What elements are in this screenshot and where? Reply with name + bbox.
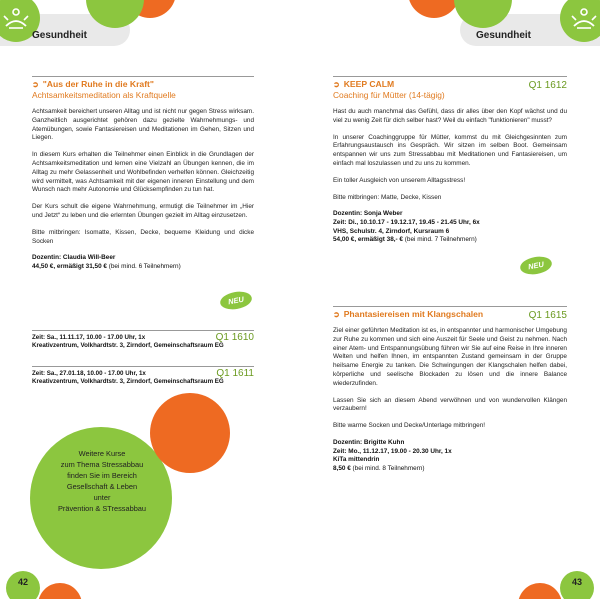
course-header	[32, 76, 254, 100]
date-time: Zeit: Mo., 11.12.17, 19.00 - 20.30 Uhr, 1x	[333, 447, 452, 455]
decor-circle-orange	[38, 583, 82, 599]
course-paragraph: Hast du auch manchmal das Gefühl, dass dir alles über den Kopf wächst und du viel zu wenig Zeit für dich selber hast? Weil du einfach "funktionieren" musst?	[333, 108, 567, 124]
page-number-text: 43	[571, 577, 582, 587]
course-title-text: KEEP CALM	[343, 79, 395, 89]
course-date-1	[32, 330, 254, 350]
price-note: (bei mind. 8 Teilnehmern)	[350, 464, 425, 472]
date-time: Zeit: Sa., 27.01.18, 10.00 - 17.00 Uhr, 1x	[32, 370, 146, 377]
lecturer: Dozentin: Brigitte Kuhn	[333, 438, 405, 446]
info-line: unter	[93, 493, 111, 502]
new-badge-label: NEU	[227, 294, 245, 307]
course-subtitle: Achtsamkeitsmeditation als Kraftquelle	[32, 90, 176, 100]
info-line: Weitere Kurse	[78, 449, 126, 458]
course-number: Q1 1611	[216, 368, 254, 379]
price: 8,50 €	[333, 464, 351, 472]
date-time: Zeit: Sa., 11.11.17, 10.00 - 17.00 Uhr, 1x	[32, 334, 146, 341]
curved-arrow-icon: ➲	[32, 79, 39, 89]
price-note: (bei mind. 6 Teilnehmern)	[106, 262, 181, 270]
info-circle-orange	[150, 393, 230, 473]
date-location: Kreativzentrum, Volkhardtstr. 3, Zirndorf, Gemeinschaftsraum EG	[32, 342, 224, 350]
course-date-2	[32, 366, 254, 386]
course-paragraph: Der Kurs schult die eigene Wahrnehmung, ermutigt die Teilnehmer im „Hier und Jetzt“ zu leben und die erlernten Übungen gezielt im Alltag einzusetzen.	[32, 203, 254, 219]
course-number: Q1 1612	[528, 80, 567, 91]
new-badge	[219, 289, 253, 311]
page-number-text: 42	[17, 577, 28, 587]
course-title-text: Phantasiereisen mit Klangschalen	[343, 309, 484, 319]
course-keep-calm	[333, 76, 567, 245]
course-paragraph: Bitte mitbringen: Matte, Decke, Kissen	[333, 193, 442, 201]
course-paragraph: Lassen Sie sich an diesem Abend verwöhnen und von wundervollen Klängen verzaubern!	[333, 396, 567, 413]
price-note: (bei mind. 7 Teilnehmern)	[402, 236, 477, 244]
page-number	[6, 571, 40, 599]
price: 54,00 €, ermäßigt 38,- €	[333, 236, 403, 244]
course-paragraph: In unserer Coachinggruppe für Mütter, kommst du mit Gleichgesinnten zum Erfahrungsaustausch ins Gespräch. Wir sitzen im selben Boot. Gemeinsam entspannen wir uns zum Stressabbau mit Meditationen und Fantasiereisen, um einfach mal loszulassen und zu uns zu kommen.	[333, 133, 567, 167]
more-courses-info	[52, 448, 152, 514]
curved-arrow-icon: ➲	[333, 79, 340, 89]
course-paragraph: Ziel einer geführten Meditation ist es, in entspannter und harmonischer Umgebung zur Ruhe zu kommen und sich eine Auszeit für Seele und Geist zu nehmen. Nach einer Atem- und Entspannungsübung führen wir Sie auf eine Reise in Ihre inneren Welten und helfen Ihnen, im entspannten Zustand gemeinsam in der Gruppe heilsame Energie zu tanken. Die Schwingungen der Klangschalen helfen dabei, körperliche und seelische Blockaden zu lösen und die innere Balance wiederzufinden.	[333, 327, 567, 387]
curved-arrow-icon: ➲	[333, 309, 340, 319]
course-number: Q1 1615	[528, 310, 567, 321]
date-location: KiTa mittendrin	[333, 456, 380, 464]
section-title: Gesundheit	[476, 30, 532, 41]
course-header	[333, 76, 567, 100]
section-title: Gesundheit	[32, 30, 88, 41]
info-line: Gesellschaft & Leben	[66, 482, 138, 491]
price: 44,50 €, ermäßigt 31,50 €	[32, 262, 107, 270]
lecturer: Dozentin: Claudia Will-Beer	[32, 254, 116, 262]
course-paragraph: Ein toller Ausgleich von unserem Alltagsstress!	[333, 176, 466, 184]
decor-circle-orange	[408, 0, 460, 18]
course-meta	[333, 210, 567, 244]
lecturer: Dozentin: Sonja Weber	[333, 210, 403, 218]
course-title-text: "Aus der Ruhe in die Kraft"	[42, 79, 154, 89]
course-number: Q1 1610	[215, 332, 254, 343]
info-line: Prävention & STressabbau	[57, 504, 147, 513]
course-phantasiereisen	[333, 306, 567, 473]
course-header	[333, 306, 567, 319]
course-meta	[32, 254, 254, 271]
course-meta	[333, 439, 567, 473]
course-paragraph: In diesem Kurs erhalten die Teilnehmer einen Einblick in die Grundlagen der Achtsamkeitsmeditation und lernen eine Vielzahl an Übungen kennen, die im Alltag zu mehr Gelassenheit und Wohlbefinden verhelfen können. Gleichzeitig wird vermittelt, was Achtsamkeit mit der eigenen inneren Einstellung und dem Wunsch nach mehr Autonomie und Glücksempfinden zu tun hat.	[32, 151, 254, 194]
info-line: zum Thema Stressabbau	[60, 460, 144, 469]
course-title	[32, 79, 254, 89]
page-number	[560, 571, 594, 599]
course-subtitle: Coaching für Mütter (14-tägig)	[333, 90, 445, 100]
date-time: Zeit: Di., 10.10.17 - 19.12.17, 19.45 - 21.45 Uhr, 6x	[333, 218, 480, 226]
course-paragraph: Bitte warme Socken und Decke/Unterlage mitbringen!	[333, 422, 486, 430]
course-paragraph: Achtsamkeit bereichert unseren Alltag und ist nicht nur gegen Stress wirksam. Ganzheitlich ausgerichtet gehören dazu gezielte Wahrnehmungs- und Atemübungen, sowie Fantasiereisen und Meditationen im Gehen, Sitzen und Liegen.	[32, 108, 254, 142]
new-badge-label: NEU	[527, 259, 545, 272]
left-header	[0, 0, 300, 54]
course-aus-der-ruhe	[32, 76, 254, 272]
right-page	[300, 0, 600, 599]
new-badge	[519, 254, 553, 276]
course-paragraph: Bitte mitbringen: Isomatte, Kissen, Decke, bequeme Kleidung und dicke Socken	[32, 228, 254, 245]
date-location: VHS, Schulstr. 4, Zirndorf, Kursraum 6	[333, 227, 450, 235]
date-location: Kreativzentrum, Volkhardtstr. 3, Zirndorf, Gemeinschaftsraum EG	[32, 378, 224, 386]
info-line: finden Sie im Bereich	[67, 471, 137, 480]
decor-circle-orange	[518, 583, 562, 599]
right-header	[300, 0, 600, 54]
